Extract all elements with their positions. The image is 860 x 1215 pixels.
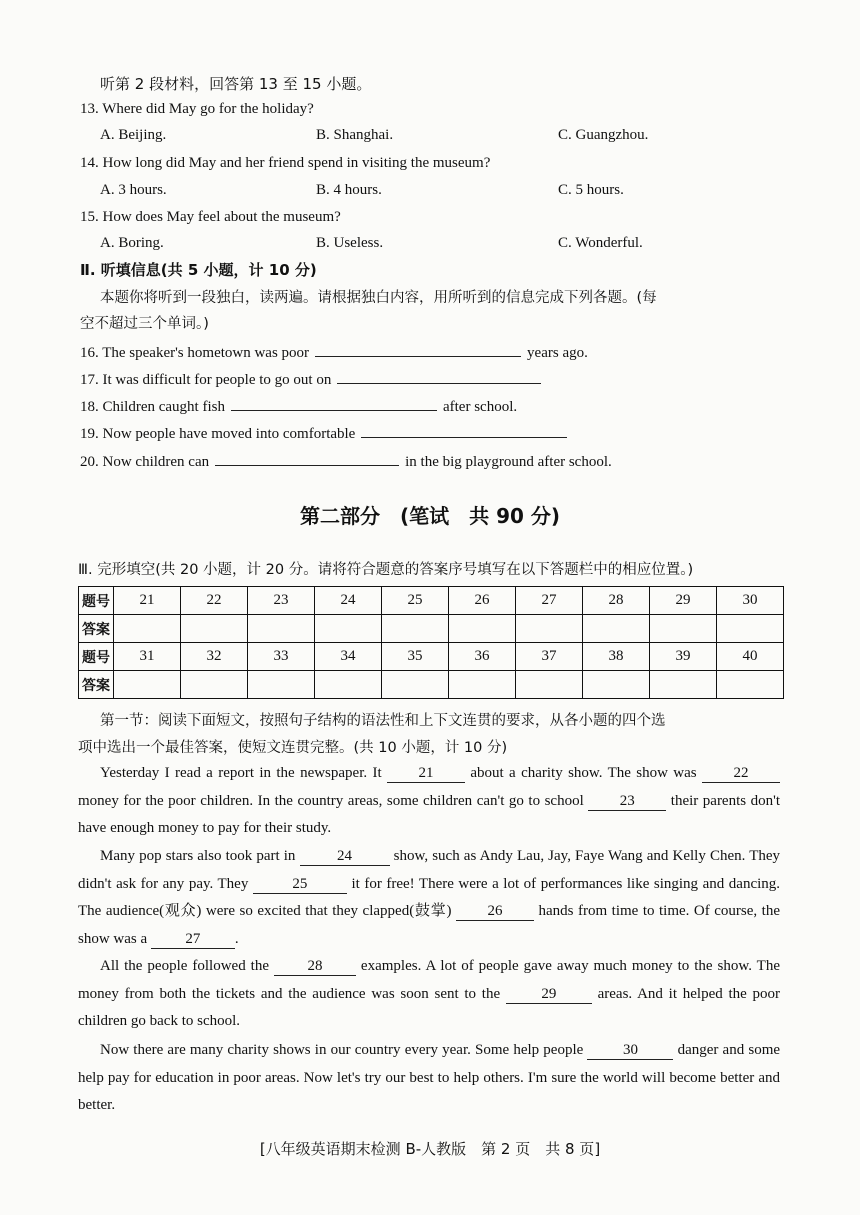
p1-text-2: about a charity show. The show was (470, 765, 697, 781)
option-14-b: B. 4 hours. (316, 182, 382, 198)
option-13-c: C. Guangzhou. (558, 127, 649, 143)
answer-table (78, 586, 784, 699)
fill-item-19 (80, 423, 573, 444)
section-2-instruction-2: 空不超过三个单词。) (80, 316, 209, 332)
answer-cell[interactable] (449, 615, 516, 643)
p1-text-4: their parents don't have enough money to pay for their study. (78, 792, 780, 836)
fill-blank-20[interactable] (215, 451, 399, 466)
table-number: 28 (583, 587, 650, 615)
fill-blank-16[interactable] (315, 342, 521, 357)
fill-item-17 (80, 369, 547, 390)
cloze-paragraph-1 (78, 760, 780, 843)
fill-blank-19[interactable] (361, 423, 567, 438)
listening-intro: 听第 2 段材料，回答第 13 至 15 小题。 (100, 75, 372, 93)
cloze-blank-21[interactable]: 21 (387, 764, 465, 783)
table-number: 37 (516, 643, 583, 671)
table-number: 27 (516, 587, 583, 615)
table-number: 31 (114, 643, 181, 671)
table-number: 24 (315, 587, 382, 615)
answer-table-row-numbers-2 (79, 643, 784, 671)
answer-table-row-numbers-1 (79, 587, 784, 615)
part-two-title: 第二部分 (笔试 共 90 分) (299, 504, 561, 528)
p2-text-1: Many pop stars also took part in (100, 848, 296, 864)
fill-blank-18[interactable] (231, 396, 437, 411)
p3-text-2: examples. A lot of people gave away much money to the show. The money from both the tickets and the audience was soon sent to the (78, 958, 780, 1002)
answer-cell[interactable] (248, 671, 315, 699)
cloze-blank-30[interactable]: 30 (587, 1041, 673, 1060)
table-label-answer: 答案 (79, 615, 114, 643)
answer-cell[interactable] (315, 671, 382, 699)
answer-cell[interactable] (449, 671, 516, 699)
cloze-blank-24[interactable]: 24 (300, 847, 390, 866)
option-13-a: A. Beijing. (100, 127, 167, 143)
table-number: 38 (583, 643, 650, 671)
p2-text-5: . (234, 930, 239, 947)
fill-item-18 (80, 396, 517, 417)
answer-cell[interactable] (382, 615, 449, 643)
table-number: 34 (315, 643, 382, 671)
table-label-number: 题号 (79, 643, 114, 671)
fill-item-20-text: 20. Now children can (80, 454, 210, 470)
answer-cell[interactable] (248, 615, 315, 643)
fill-item-16-text: 16. The speaker's hometown was poor (80, 345, 310, 361)
answer-cell[interactable] (583, 615, 650, 643)
answer-cell[interactable] (516, 671, 583, 699)
p2-text-4: hands from time to time. Of course, the show was a (78, 903, 781, 947)
table-number: 23 (248, 587, 315, 615)
option-15-a: A. Boring. (100, 235, 164, 251)
cloze-blank-22[interactable]: 22 (702, 764, 780, 783)
table-number: 36 (449, 643, 516, 671)
option-14-a: A. 3 hours. (100, 182, 167, 198)
fill-item-18-text: 18. Children caught fish (80, 399, 225, 415)
table-number: 29 (650, 587, 717, 615)
question-13: 13. Where did May go for the holiday? (80, 101, 314, 117)
table-number: 39 (650, 643, 717, 671)
table-number: 35 (382, 643, 449, 671)
answer-cell[interactable] (114, 671, 181, 699)
fill-item-16-suffix: years ago. (527, 345, 588, 361)
cloze-blank-25[interactable]: 25 (253, 875, 347, 894)
fill-item-18-suffix: after school. (442, 399, 518, 415)
answer-cell[interactable] (114, 615, 181, 643)
fill-blank-17[interactable] (337, 369, 541, 384)
cloze-blank-29[interactable]: 29 (506, 985, 592, 1004)
fill-item-16 (80, 342, 588, 363)
answer-cell[interactable] (382, 671, 449, 699)
answer-cell[interactable] (583, 671, 650, 699)
table-label-number: 题号 (79, 587, 114, 615)
table-number: 26 (449, 587, 516, 615)
answer-table-row-answers-2 (79, 671, 784, 699)
answer-cell[interactable] (181, 671, 248, 699)
section-1-instruction-1: 第一节：阅读下面短文，按照句子结构的语法性和上下文连贯的要求，从各小题的四个选 (100, 713, 666, 729)
table-number: 40 (717, 643, 784, 671)
cloze-blank-23[interactable]: 23 (588, 792, 666, 811)
fill-item-20-suffix: in the big playground after school. (405, 454, 612, 470)
table-number: 30 (717, 587, 784, 615)
p3-text-1: All the people followed the (100, 958, 269, 974)
p2-text-3: it for free! There were a lot of performances like singing and dancing. The audience(观众) were so excited that they clapped(鼓掌) (78, 875, 781, 919)
p2-text-2: show, such as Andy Lau, Jay, Faye Wang and Kelly Chen. They didn't ask for any pay. They (78, 848, 781, 892)
page-footer: [八年级英语期末检测 B-人教版 第 2 页 共 8 页] (259, 1140, 601, 1158)
option-15-b: B. Useless. (316, 235, 384, 251)
table-label-answer: 答案 (79, 671, 114, 699)
p4-text-2: danger and some help pay for education in poor areas. Now let's try our best to help others. I'm sure the world will become better and better. (78, 1042, 781, 1113)
answer-cell[interactable] (717, 615, 784, 643)
option-15-c: C. Wonderful. (558, 235, 643, 251)
section-1-instruction-2: 项中选出一个最佳答案，使短文连贯完整。(共 10 小题，计 10 分) (78, 740, 508, 756)
question-14: 14. How long did May and her friend spend in visiting the museum? (80, 155, 491, 171)
cloze-paragraph-3 (78, 953, 780, 1036)
p4-text-1: Now there are many charity shows in our country every year. Some help people (100, 1042, 584, 1058)
cloze-blank-28[interactable]: 28 (274, 957, 356, 976)
table-number: 25 (382, 587, 449, 615)
fill-item-19-text: 19. Now people have moved into comfortable (80, 426, 356, 442)
answer-table-row-answers-1 (79, 615, 784, 643)
p1-text-1: Yesterday I read a report in the newspaper. It (100, 765, 382, 781)
p1-text-3: money for the poor children. In the country areas, some children can't go to school (78, 792, 584, 809)
cloze-blank-26[interactable]: 26 (456, 902, 534, 921)
answer-cell[interactable] (315, 615, 382, 643)
option-13-b: B. Shanghai. (316, 127, 394, 143)
cloze-heading: Ⅲ. 完形填空(共 20 小题，计 20 分。请将符合题意的答案序号填写在以下答题栏中的相应位置。) (78, 562, 694, 578)
cloze-paragraph-2 (78, 843, 780, 953)
answer-cell[interactable] (650, 615, 717, 643)
question-15: 15. How does May feel about the museum? (80, 209, 341, 225)
table-number: 22 (181, 587, 248, 615)
section-2-instruction-1: 本题你将听到一段独白，读两遍。请根据独白内容，用所听到的信息完成下列各题。(每 (100, 290, 657, 306)
table-number: 33 (248, 643, 315, 671)
fill-item-20 (80, 451, 612, 472)
fill-item-17-text: 17. It was difficult for people to go out on (80, 372, 332, 388)
answer-cell[interactable] (516, 615, 583, 643)
cloze-blank-27[interactable]: 27 (151, 930, 235, 949)
section-2-heading: Ⅱ. 听填信息(共 5 小题，计 10 分) (80, 261, 317, 279)
p3-text-3: areas. And it helped the poor children go back to school. (78, 985, 781, 1029)
answer-cell[interactable] (181, 615, 248, 643)
answer-cell[interactable] (717, 671, 784, 699)
option-14-c: C. 5 hours. (558, 182, 624, 198)
cloze-paragraph-4 (78, 1037, 780, 1120)
table-number: 21 (114, 587, 181, 615)
answer-cell[interactable] (650, 671, 717, 699)
table-number: 32 (181, 643, 248, 671)
